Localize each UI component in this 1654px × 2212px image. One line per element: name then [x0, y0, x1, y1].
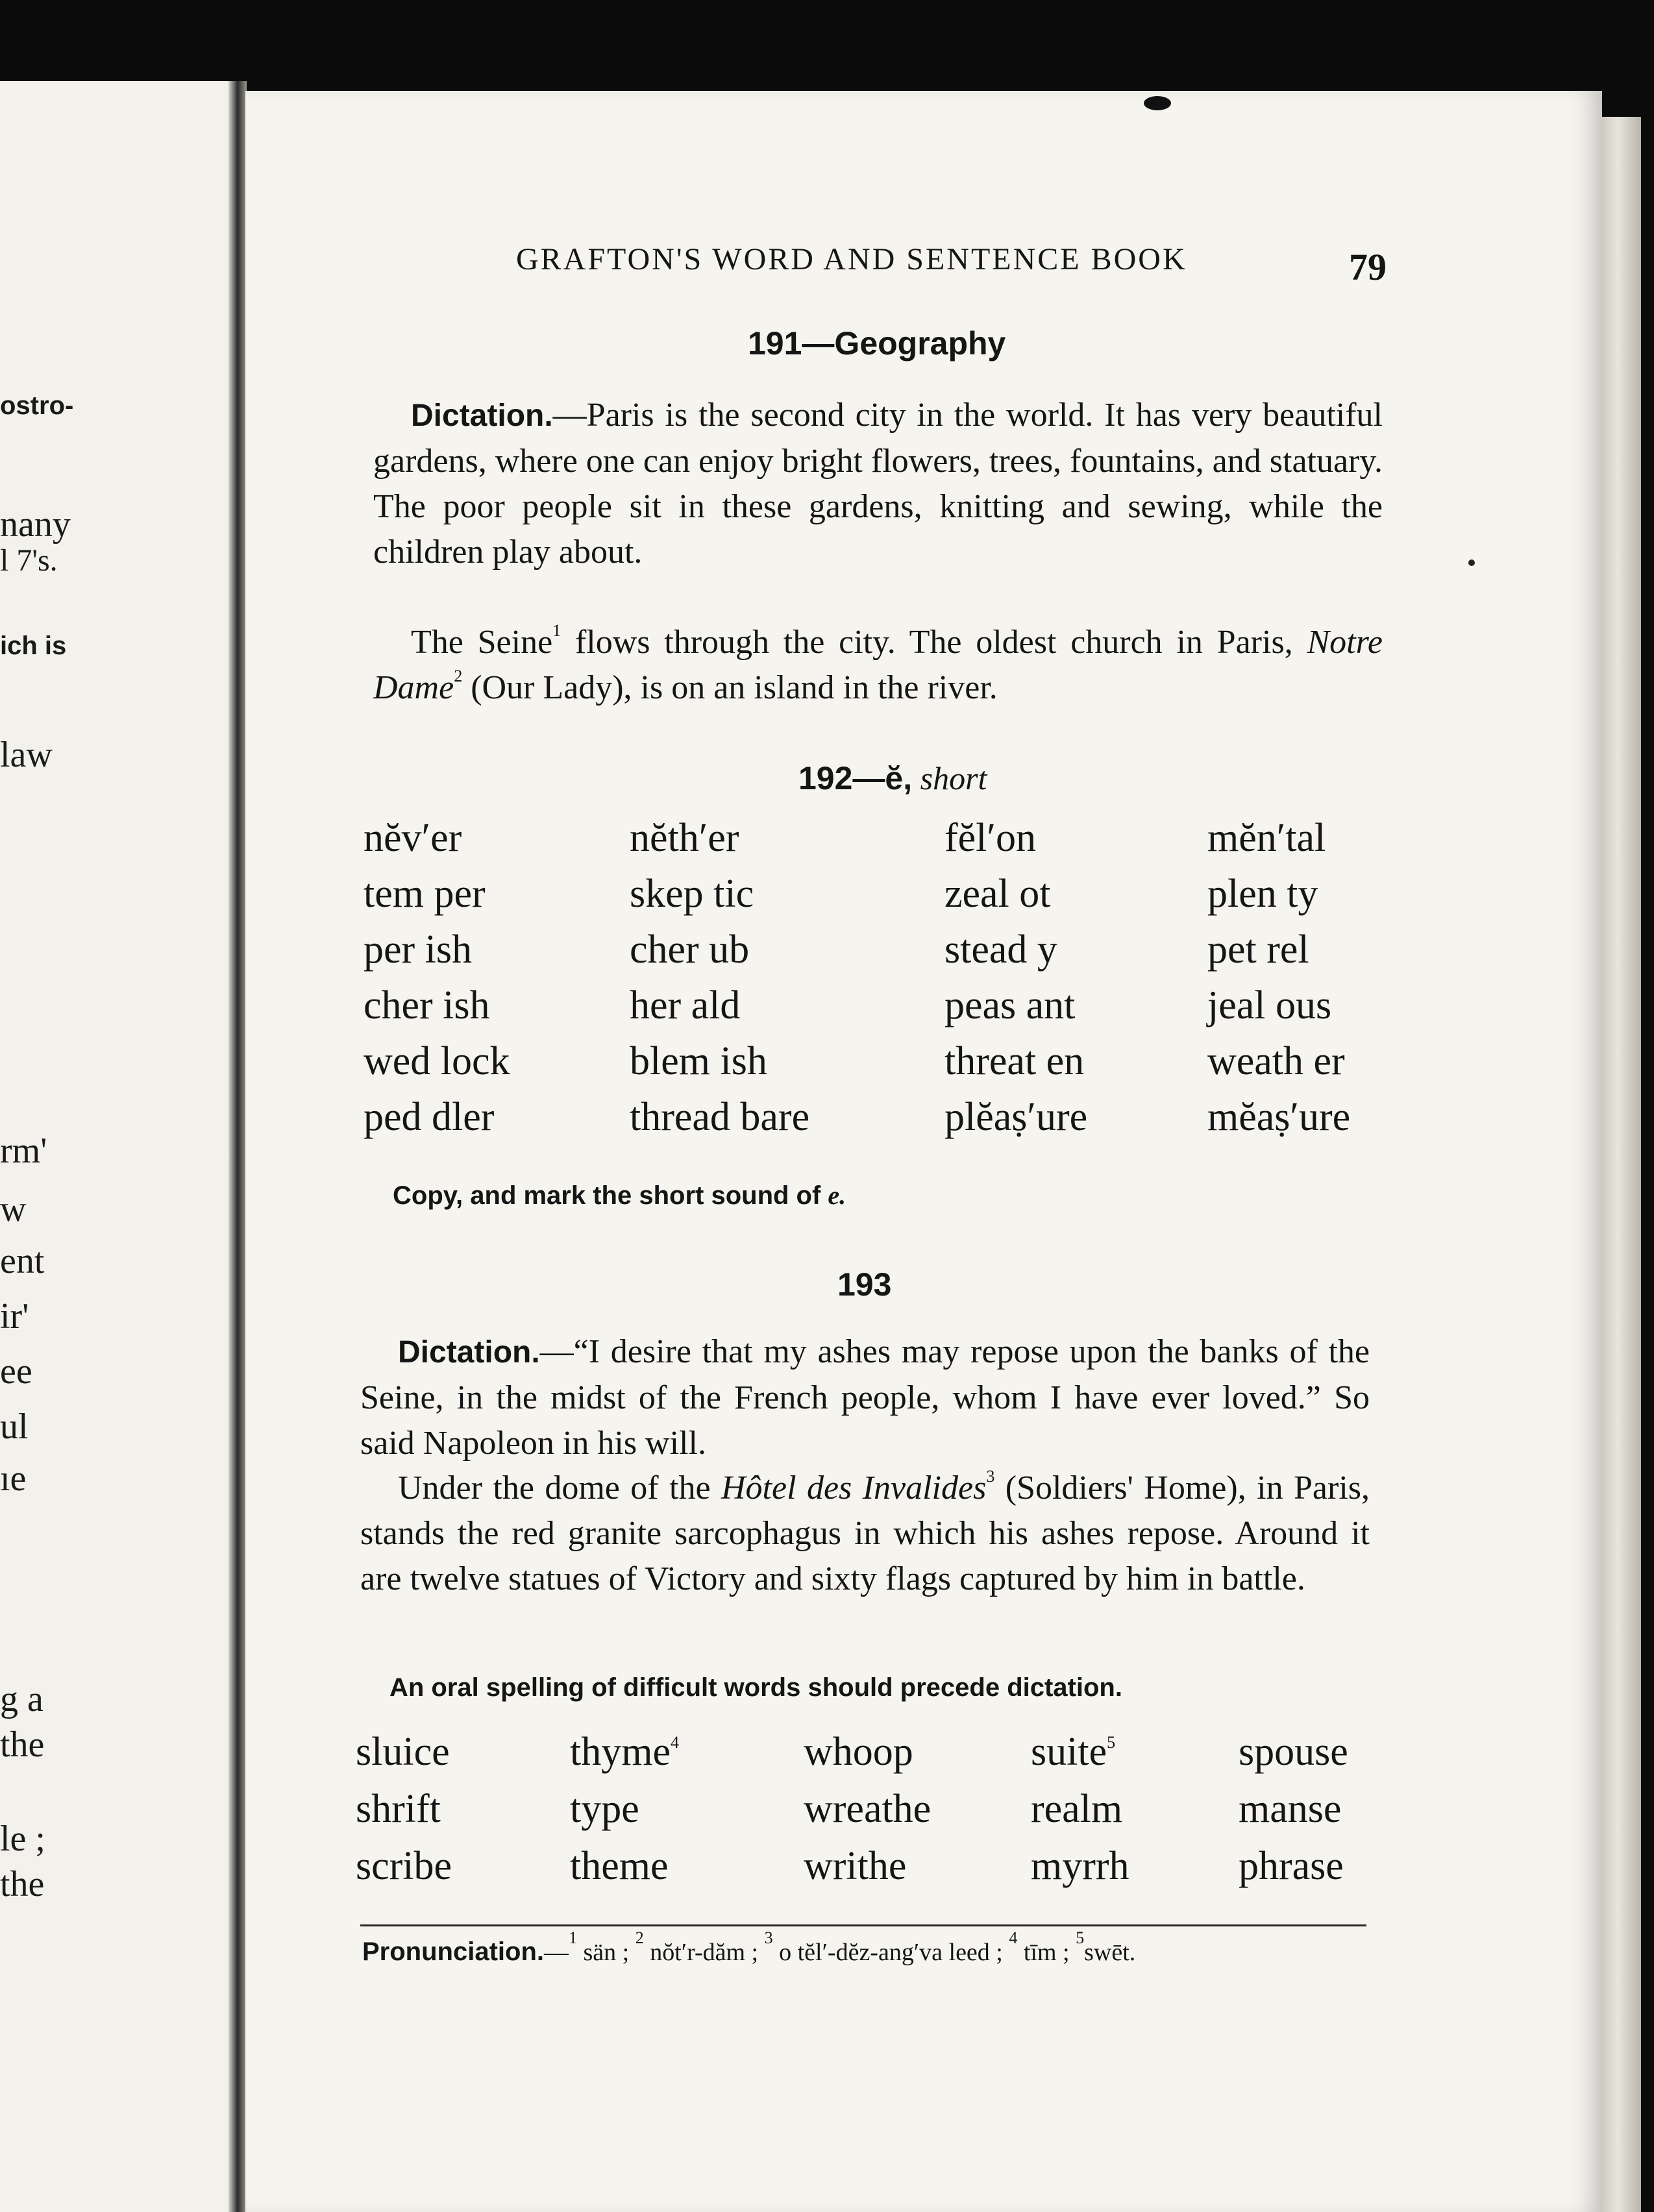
section-193-paragraph-2	[360, 1466, 1370, 1602]
word-text: suite	[1031, 1730, 1107, 1774]
word: weath er	[1207, 1039, 1345, 1083]
page-number: 79	[1349, 246, 1387, 288]
word: jeal ous	[1207, 983, 1332, 1027]
word: thread bare	[630, 1095, 810, 1139]
footnote-marker: 5	[1107, 1733, 1116, 1752]
italic-term: Hôtel des Invalides	[721, 1469, 987, 1506]
left-facing-page	[0, 81, 239, 2212]
paragraph-text: Under the dome of the	[398, 1469, 721, 1506]
word: type	[570, 1787, 639, 1831]
paragraph-text: —Paris is the second city in the world. It has very beautiful gardens, where one can enjoy bright flowers, trees, fountains, and statuary. The poor people sit in these gardens, knitting and sewing, while the children play about.	[373, 397, 1383, 571]
pronunciation-text: swēt.	[1084, 1939, 1136, 1966]
pronunciation-text: o tĕl′-dĕz-ang′va leed ;	[779, 1939, 1003, 1966]
footnote-number: 2	[635, 1928, 644, 1947]
word: manse	[1239, 1787, 1342, 1831]
paragraph-text: —“I desire that my ashes may repose upon the banks of the Seine, in the midst of the French people, whom I have ever loved.” So said Napoleon in his will.	[360, 1333, 1370, 1462]
word: scribe	[356, 1844, 452, 1888]
paragraph-text: (Soldiers' Home), in Paris, stands the red granite sarcophagus in which his ashes repose. Around it are twelve statues of Victory and sixty flags captured by him in battle.	[360, 1469, 1370, 1597]
left-fragment: l 7's.	[0, 543, 58, 578]
word: wreathe	[804, 1787, 932, 1831]
ink-dot	[1468, 559, 1475, 566]
footnote-marker: 4	[670, 1733, 679, 1752]
pronunciation-text: nŏt′r-dăm ;	[650, 1939, 759, 1966]
dictation-lead: Dictation.	[411, 399, 553, 433]
left-fragment: ul	[0, 1407, 29, 1447]
word: phrase	[1239, 1844, 1344, 1888]
word: writhe	[804, 1844, 907, 1888]
word: threat en	[944, 1039, 1085, 1083]
word: blem ish	[630, 1039, 767, 1083]
word: peas ant	[944, 983, 1076, 1027]
ink-blot	[1144, 96, 1171, 110]
section-193-paragraph-1	[360, 1329, 1370, 1466]
word: mĕaṣ′ure	[1207, 1095, 1351, 1139]
short-e-word-list	[364, 818, 1402, 1137]
word: plĕaṣ′ure	[944, 1095, 1088, 1139]
footnote-rule	[360, 1924, 1366, 1926]
footnote-marker: 2	[454, 667, 463, 685]
left-fragment: ir'	[0, 1296, 29, 1336]
difficult-word-list	[356, 1732, 1407, 1886]
pronunciation-lead: Pronunciation.	[362, 1937, 544, 1966]
footnote-number: 4	[1009, 1928, 1018, 1947]
section-193-instruction: An oral spelling of difficult words should precede dictation.	[389, 1673, 1122, 1702]
word: stead y	[944, 928, 1057, 972]
footnote-number: 3	[764, 1928, 773, 1947]
left-fragment: nany	[0, 504, 71, 545]
section-192-title-number: 192—ĕ,	[798, 760, 913, 796]
word: nĕth′er	[630, 816, 739, 860]
word: sluice	[356, 1730, 450, 1774]
left-fragment: ee	[0, 1351, 32, 1392]
word	[570, 1732, 804, 1772]
word: nĕv′er	[364, 816, 462, 860]
word: cher ub	[630, 928, 750, 972]
section-192-title	[798, 759, 987, 797]
word: plen ty	[1207, 872, 1318, 916]
word: fĕl′on	[944, 816, 1036, 860]
word: ped dler	[364, 1095, 495, 1139]
left-fragment: ıe	[0, 1458, 27, 1499]
left-fragment: ent	[0, 1241, 45, 1281]
paragraph-text: (Our Lady), is on an island in the river.	[462, 669, 998, 706]
left-fragment: w	[0, 1189, 27, 1229]
footnote-number: 1	[569, 1928, 577, 1947]
section-191-paragraph-1	[373, 393, 1383, 575]
left-fragment: ostro-	[0, 391, 74, 420]
page-edge	[1602, 117, 1641, 2212]
word: spouse	[1239, 1730, 1348, 1774]
footnote-marker: 3	[986, 1467, 995, 1486]
word-text: thyme	[570, 1730, 671, 1774]
word: her ald	[630, 983, 741, 1027]
section-191-title: 191—Geography	[748, 325, 1006, 362]
word: wed lock	[364, 1039, 510, 1083]
pronunciation-text: tīm ;	[1023, 1939, 1070, 1966]
word	[1031, 1732, 1239, 1772]
word: myrrh	[1031, 1844, 1129, 1888]
footnote-number: 5	[1076, 1928, 1085, 1947]
running-head: GRAFTON'S WORD AND SENTENCE BOOK	[516, 242, 1187, 276]
book-gutter	[228, 81, 247, 2212]
word: skep tic	[630, 872, 754, 916]
section-192-title-italic: short	[912, 760, 987, 796]
word: zeal ot	[944, 872, 1051, 916]
pronunciation-dash: —	[544, 1939, 569, 1966]
section-192-instruction	[393, 1180, 846, 1210]
left-fragment: the	[0, 1725, 45, 1765]
left-fragment: g a	[0, 1679, 43, 1719]
word: tem per	[364, 872, 486, 916]
dictation-lead: Dictation.	[398, 1335, 540, 1370]
instruction-text: Copy, and mark the short sound of	[393, 1181, 828, 1210]
paragraph-text: flows through the city. The oldest church in Paris,	[561, 624, 1307, 661]
italic-term: Notre Dame	[373, 624, 1383, 706]
pronunciation-footnote	[362, 1928, 1136, 1967]
left-fragment: law	[0, 735, 53, 775]
section-193-title: 193	[837, 1266, 892, 1303]
word: shrift	[356, 1787, 441, 1831]
word: pet rel	[1207, 928, 1309, 972]
left-fragment: le ;	[0, 1819, 45, 1859]
word: whoop	[804, 1730, 913, 1774]
section-191-paragraph-2	[373, 620, 1383, 711]
left-fragment: the	[0, 1864, 45, 1904]
paragraph-text: The Seine	[411, 624, 553, 661]
instruction-italic: e.	[828, 1181, 846, 1210]
word: realm	[1031, 1787, 1123, 1831]
left-fragment: rm'	[0, 1131, 47, 1171]
left-fragment: ich is	[0, 632, 67, 660]
word: mĕn′tal	[1207, 816, 1326, 860]
word: per ish	[364, 928, 473, 972]
word: cher ish	[364, 983, 490, 1027]
pronunciation-text: sän ;	[583, 1939, 630, 1966]
word: theme	[570, 1844, 669, 1888]
footnote-marker: 1	[552, 621, 562, 640]
